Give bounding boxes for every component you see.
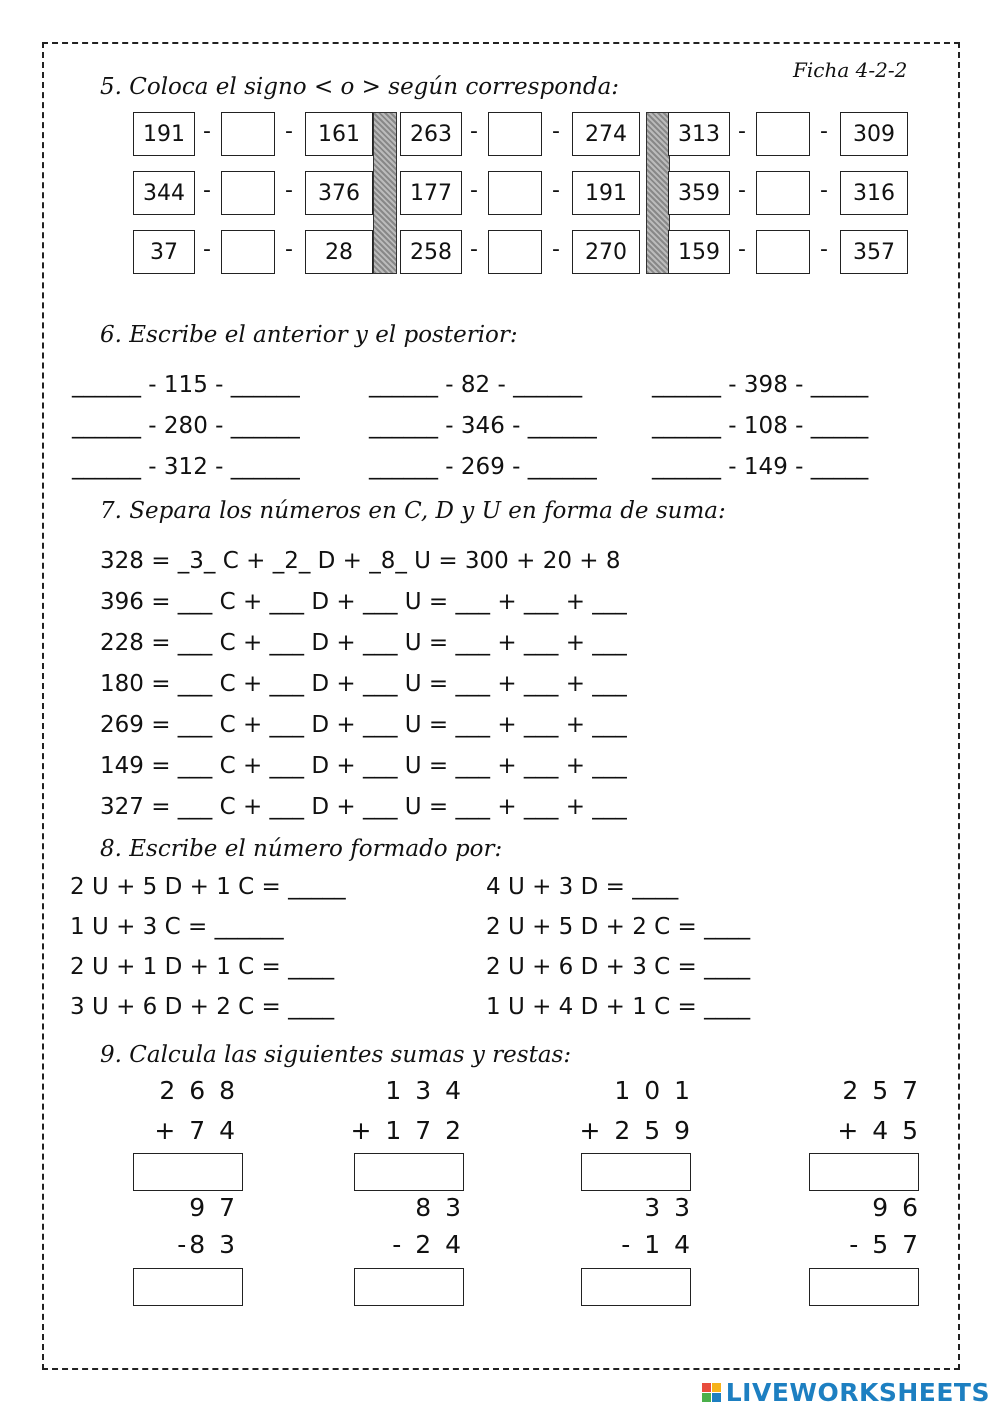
decomposition-row: 327 = ___ C + ___ D + ___ U = ___ + ___ + ___ [100,794,627,820]
dash-separator: - [552,178,560,203]
before-after-item: ______ - 108 - _____ [652,413,869,439]
number-box: 376 [305,171,373,215]
before-after-item: ______ - 312 - ______ [72,454,300,480]
number-box: 313 [668,112,730,156]
subtraction-top: 9 7 [189,1193,238,1222]
number-box: 159 [668,230,730,274]
decomposition-row: 149 = ___ C + ___ D + ___ U = ___ + ___ + ___ [100,753,627,779]
decomposition-row: 269 = ___ C + ___ D + ___ U = ___ + ___ + ___ [100,712,627,738]
number-formed-item: 2 U + 1 D + 1 C = ____ [70,954,335,980]
decomposition-row: 396 = ___ C + ___ D + ___ U = ___ + ___ + ___ [100,589,627,615]
brand-logo [702,1378,990,1407]
decomposition-row: 228 = ___ C + ___ D + ___ U = ___ + ___ + ___ [100,630,627,656]
number-formed-item: 2 U + 5 D + 2 C = ____ [486,914,751,940]
subtraction-bottom: -8 3 [177,1230,238,1259]
answer-sign-box[interactable] [488,230,542,274]
subtraction-bottom: - 5 7 [849,1230,921,1259]
addition-top: 1 0 1 [614,1076,693,1105]
dash-separator: - [738,119,746,144]
number-box: 274 [572,112,640,156]
answer-sign-box[interactable] [756,171,810,215]
addition-bottom: + 1 7 2 [350,1116,464,1145]
column-separator [373,112,397,274]
addition-top: 2 5 7 [842,1076,921,1105]
addition-answer-box[interactable] [354,1153,464,1191]
number-box: 191 [572,171,640,215]
subtraction-top: 8 3 [415,1193,464,1222]
addition-bottom: + 7 4 [154,1116,238,1145]
dash-separator: - [820,119,828,144]
number-box: 270 [572,230,640,274]
before-after-item: ______ - 82 - ______ [369,372,583,398]
brand-name: LIVEWORKSHEETS [725,1378,990,1407]
before-after-item: ______ - 346 - ______ [369,413,597,439]
subtraction-answer-box[interactable] [809,1268,919,1306]
dash-separator: - [285,119,293,144]
dash-separator: - [820,237,828,262]
dash-separator: - [285,178,293,203]
addition-answer-box[interactable] [809,1153,919,1191]
before-after-item: ______ - 398 - _____ [652,372,869,398]
addition-bottom: + 2 5 9 [579,1116,693,1145]
number-box: 357 [840,230,908,274]
number-box: 37 [133,230,195,274]
dash-separator: - [285,237,293,262]
section8-title: 8. Escribe el número formado por: [100,836,503,862]
number-box: 359 [668,171,730,215]
dash-separator: - [738,237,746,262]
section6-title: 6. Escribe el anterior y el posterior: [100,322,518,348]
answer-sign-box[interactable] [221,112,275,156]
dash-separator: - [470,119,478,144]
addition-answer-box[interactable] [581,1153,691,1191]
dash-separator: - [552,237,560,262]
addition-top: 1 3 4 [385,1076,464,1105]
number-box: 316 [840,171,908,215]
number-formed-item: 1 U + 3 C = ______ [70,914,284,940]
dash-separator: - [470,178,478,203]
answer-sign-box[interactable] [756,112,810,156]
section7-title: 7. Separa los números en C, D y U en forma de suma: [100,498,726,524]
subtraction-answer-box[interactable] [133,1268,243,1306]
sheet-code: Ficha 4-2-2 [793,58,908,82]
answer-sign-box[interactable] [756,230,810,274]
decomposition-row: 328 = _3_ C + _2_ D + _8_ U = 300 + 20 + 8 [100,548,621,574]
number-formed-item: 4 U + 3 D = ____ [486,874,679,900]
column-separator [646,112,670,274]
section9-title: 9. Calcula las siguientes sumas y restas: [100,1042,572,1068]
number-formed-item: 2 U + 6 D + 3 C = ____ [486,954,751,980]
subtraction-top: 9 6 [872,1193,921,1222]
subtraction-answer-box[interactable] [354,1268,464,1306]
answer-sign-box[interactable] [221,171,275,215]
subtraction-bottom: - 1 4 [621,1230,693,1259]
number-box: 344 [133,171,195,215]
before-after-item: ______ - 115 - ______ [72,372,300,398]
subtraction-top: 3 3 [644,1193,693,1222]
number-box: 263 [400,112,462,156]
dash-separator: - [203,237,211,262]
number-box: 177 [400,171,462,215]
number-box: 28 [305,230,373,274]
answer-sign-box[interactable] [488,171,542,215]
number-formed-item: 3 U + 6 D + 2 C = ____ [70,994,335,1020]
dash-separator: - [820,178,828,203]
dash-separator: - [552,119,560,144]
number-formed-item: 1 U + 4 D + 1 C = ____ [486,994,751,1020]
subtraction-answer-box[interactable] [581,1268,691,1306]
liveworksheets-logo-icon [702,1383,721,1402]
dash-separator: - [203,178,211,203]
subtraction-bottom: - 2 4 [392,1230,464,1259]
addition-answer-box[interactable] [133,1153,243,1191]
decomposition-row: 180 = ___ C + ___ D + ___ U = ___ + ___ + ___ [100,671,627,697]
before-after-item: ______ - 269 - ______ [369,454,597,480]
before-after-item: ______ - 149 - _____ [652,454,869,480]
before-after-item: ______ - 280 - ______ [72,413,300,439]
answer-sign-box[interactable] [221,230,275,274]
dash-separator: - [470,237,478,262]
number-box: 161 [305,112,373,156]
addition-bottom: + 4 5 [837,1116,921,1145]
dash-separator: - [738,178,746,203]
number-box: 258 [400,230,462,274]
addition-top: 2 6 8 [159,1076,238,1105]
answer-sign-box[interactable] [488,112,542,156]
number-box: 191 [133,112,195,156]
number-box: 309 [840,112,908,156]
section5-title: 5. Coloca el signo < o > según corresponda: [100,74,620,100]
number-formed-item: 2 U + 5 D + 1 C = _____ [70,874,346,900]
dash-separator: - [203,119,211,144]
